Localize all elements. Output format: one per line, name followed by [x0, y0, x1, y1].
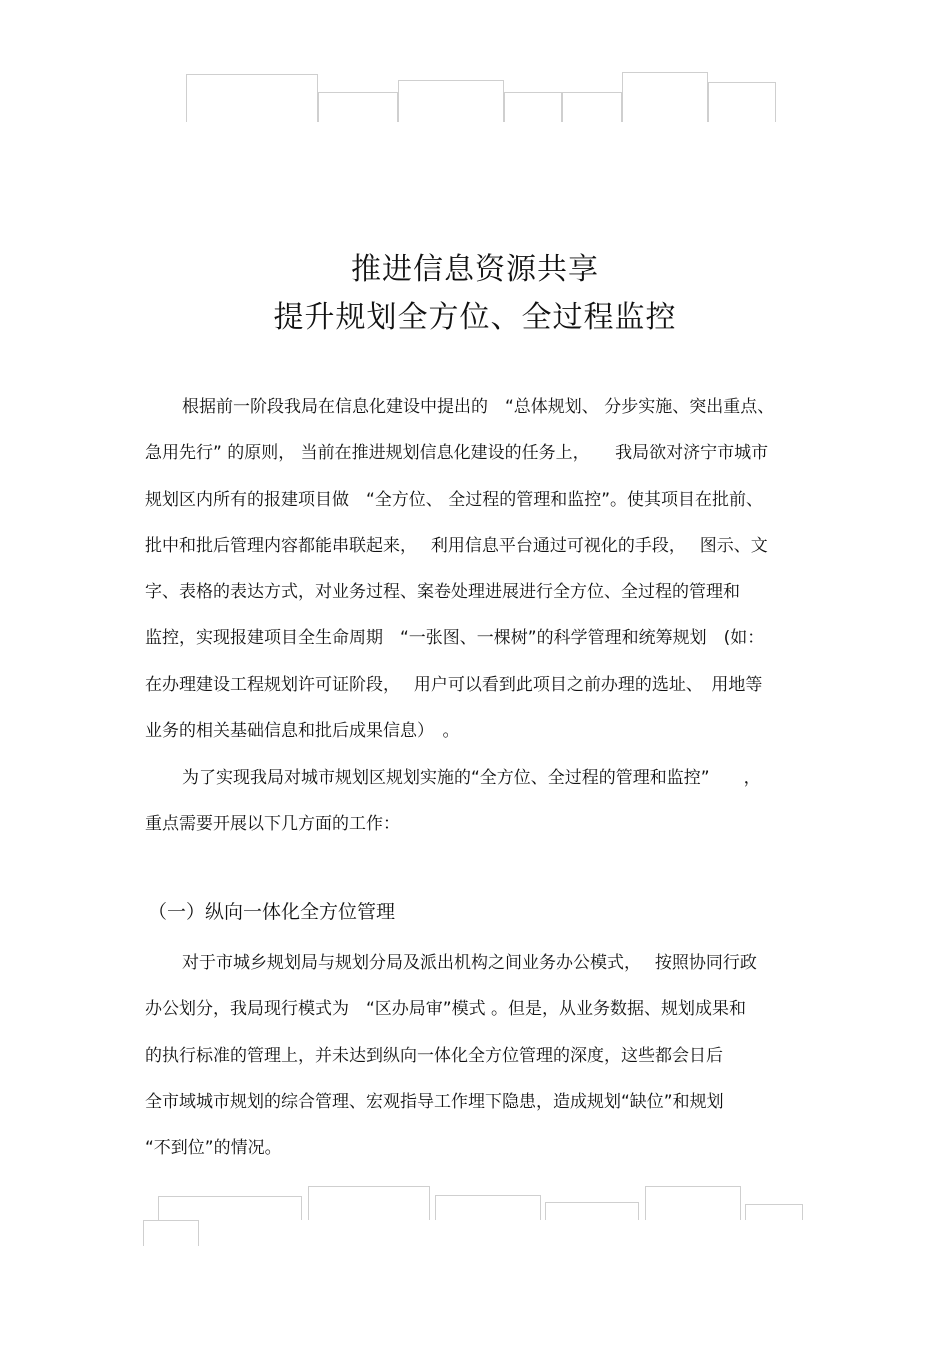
section-heading: （一）纵向一体化全方位管理: [148, 901, 396, 923]
paragraph-2-line: 为了实现我局对城市规划区规划实施的“全方位、全过程的管理和监控” ，: [182, 768, 761, 788]
header-decoration-box: [186, 74, 318, 122]
footer-decoration-box: [745, 1204, 803, 1220]
header-decoration-box: [708, 82, 776, 122]
header-decoration-box: [318, 92, 398, 122]
paragraph-1-line: 监控，实现报建项目全生命周期 “一张图、一棵树”的科学管理和统筹规划 (如：: [145, 628, 765, 648]
document-title-line-1: 推进信息资源共享: [351, 252, 599, 287]
header-decoration-box: [398, 80, 504, 122]
paragraph-3-line: 对于市城乡规划局与规划分局及派出机构之间业务办公模式， 按照协同行政: [182, 953, 757, 973]
footer-decoration-box: [158, 1196, 302, 1220]
footer-decoration-box: [143, 1220, 199, 1246]
footer-decoration-box: [308, 1186, 430, 1220]
paragraph-3-line: 全市域城市规划的综合管理、宏观指导工作埋下隐患，造成规划“缺位”和规划: [145, 1092, 724, 1112]
paragraph-3-line: “不到位”的情况。: [145, 1138, 282, 1158]
paragraph-1-line: 在办理建设工程规划许可证阶段， 用户可以看到此项目之前办理的选址、 用地等: [145, 675, 763, 695]
paragraph-3-line: 的执行标准的管理上，并未达到纵向一体化全方位管理的深度，这些都会日后: [145, 1046, 723, 1066]
header-decoration-box: [504, 92, 562, 122]
header-decoration-box: [622, 72, 708, 122]
paragraph-1-line: 根据前一阶段我局在信息化建设中提出的 “总体规划、 分步实施、突出重点、: [182, 397, 775, 417]
paragraph-1-line: 规划区内所有的报建项目做 “全方位、 全过程的管理和监控”。使其项目在批前、: [145, 490, 764, 510]
document-title-line-2: 提升规划全方位、全过程监控: [273, 300, 677, 335]
footer-decoration-box: [645, 1186, 741, 1220]
header-decoration-box: [562, 92, 622, 122]
paragraph-1-line: 批中和批后管理内容都能串联起来， 利用信息平台通过可视化的手段， 图示、文: [145, 536, 768, 556]
paragraph-1-line: 急用先行” 的原则， 当前在推进规划信息化建设的任务上， 我局欲对济宁市城市: [145, 443, 769, 463]
paragraph-2-line: 重点需要开展以下几方面的工作：: [145, 814, 400, 834]
footer-decoration-box: [545, 1202, 639, 1220]
paragraph-3-line: 办公划分，我局现行模式为 “区办局审”模式 。但是，从业务数据、规划成果和: [145, 999, 747, 1019]
paragraph-1-line: 业务的相关基础信息和批后成果信息） 。: [145, 721, 460, 741]
paragraph-1-line: 字、表格的表达方式，对业务过程、案卷处理进展进行全方位、全过程的管理和: [145, 582, 740, 602]
footer-decoration-box: [435, 1195, 541, 1220]
